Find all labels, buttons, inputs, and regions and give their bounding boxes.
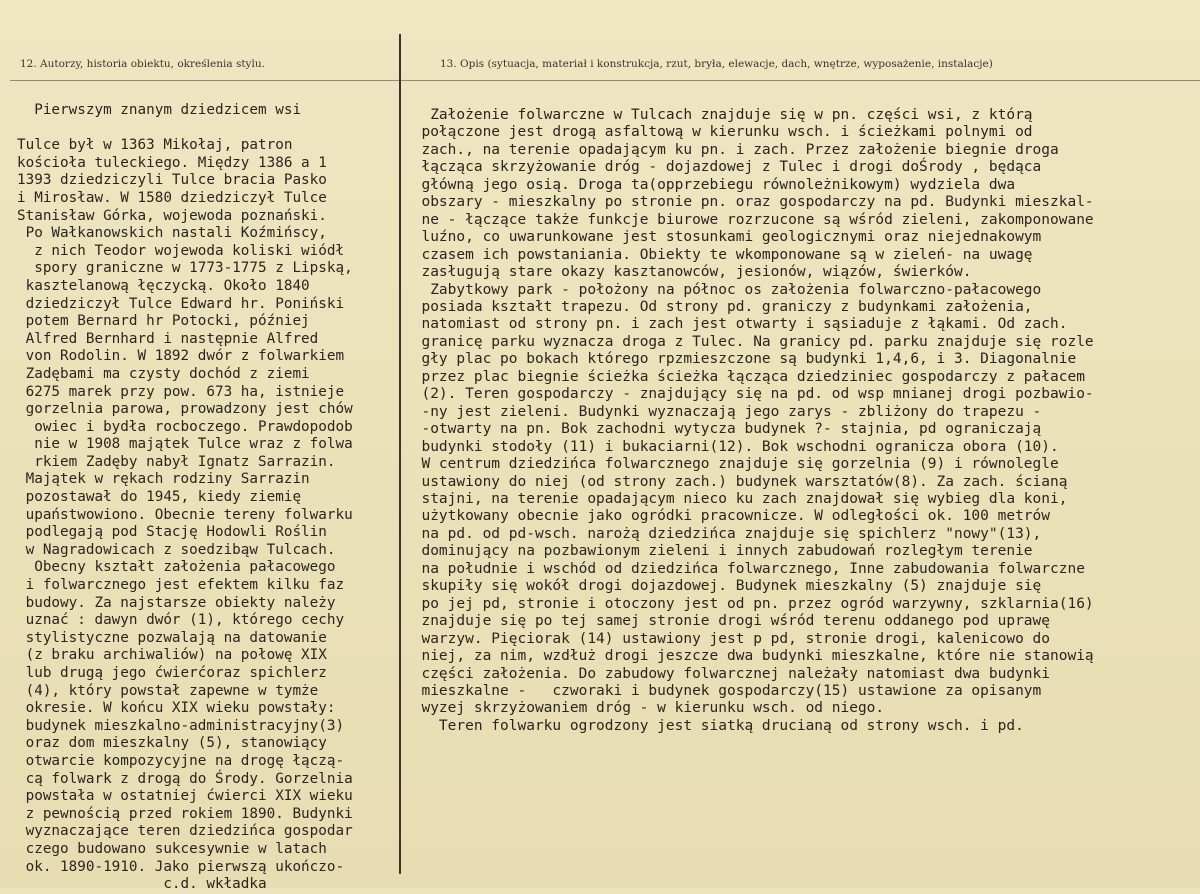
history-text-line: (z braku archiwaliów) na połowę XIX	[17, 647, 327, 664]
history-text-line: oraz dom mieszkalny (5), stanowiący	[17, 735, 327, 752]
description-text-line: zasługują stare okazy kasztanowców, jesionów, wiązów, świerków.	[404, 264, 972, 281]
section-13-header: 13. Opis (sytuacja, materiał i konstrukcja, rzut, bryła, elewacje, dach, wnętrze, wyposażenie, instalacje)	[440, 58, 993, 70]
description-text-line: na południe i wschód od dziedzińca folwarcznego, Inne zabudowania folwarczne	[404, 560, 1085, 577]
history-text-line: uznać : dawyn dwór (1), którego cechy	[17, 612, 345, 629]
description-text-line: -ny jest zieleni. Budynki wyznaczają jego zarys - zbliżony do trapezu -	[404, 403, 1042, 420]
history-text-line: 1393 dziedziczyli Tulce bracia Pasko	[17, 172, 327, 189]
description-text-line: (2). Teren gospodarczy - znajdujący się na pd. od wsp mnianej drogi pozbawio-	[404, 386, 1094, 403]
history-text-line: Zadębami ma czysty dochód z ziemi	[17, 365, 310, 382]
description-text-line: ne - łączące także funkcje biurowe rozrzucone są wśród zieleni, zakomponowane	[404, 211, 1094, 228]
description-text-line: znajduje się po tej samej stronie drogi wśród terenu oddanego pod uprawę	[404, 613, 1051, 630]
description-text-line: główną jego osią. Droga ta(opprzebiegu równoleżnikowym) wydziela dwa	[404, 176, 1016, 193]
description-text-line: niej, za nim, wzdłuż drogi jeszcze dwa budynki mieszkalne, które nie stanowią	[404, 648, 1094, 665]
description-text-line: łącząca skrzyżowanie dróg - dojazdowej z Tulec i drogi doŚrody , będąca	[404, 159, 1042, 176]
history-text-line: Majątek w rękach rodziny Sarrazin	[17, 471, 310, 488]
history-text-line: otwarcie kompozycyjne na drogę łączą-	[17, 752, 345, 769]
history-text-line	[17, 120, 400, 138]
header-rule	[10, 80, 1200, 81]
description-text-line: na pd. od pd-wsch. narożą dziedzińca znajduje się spichlerz "nowy"(13),	[404, 525, 1042, 542]
description-text-line: zach., na terenie opadającym ku pn. i zach. Przez założenie biegnie droga	[404, 141, 1059, 158]
description-text-line: wyzej skrzyżowaniem dróg - w kierunku wsch. od niego.	[404, 700, 885, 717]
description-text-line: gły plac po bokach którego rpzmieszczone są budynki 1,4,6, i 3. Diagonalnie	[404, 351, 1077, 368]
description-text-line: Założenie folwarczne w Tulcach znajduje się w pn. części wsi, z którą	[404, 107, 1033, 123]
history-text-line: w Nagradowicach z soedzibąw Tulcach.	[17, 541, 336, 558]
history-text-line: 6275 marek przy pow. 673 ha, istnieje	[17, 383, 345, 400]
history-text-line: Tulce był w 1363 Mikołaj, patron	[17, 137, 293, 154]
history-text-line: podlegają pod Stację Hodowli Roślin	[17, 524, 327, 541]
description-text-line: luźno, co uwarunkowane jest stosunkami geologicznymi oraz niejednakowym	[404, 229, 1042, 246]
history-text-line: Alfred Bernhard i następnie Alfred	[17, 330, 319, 347]
history-text-line: upaństwowiono. Obecnie tereny folwarku	[17, 506, 353, 523]
history-text-line: owiec i bydła rocboczego. Prawdopodob	[17, 418, 353, 435]
description-text-line: po jej pd, stronie i otoczony jest od pn. przez ogród warzywny, szklarnia(16)	[404, 595, 1094, 612]
description-text-line: -otwarty na pn. Bok zachodni wytycza budynek ?- stajnia, pd ograniczają	[404, 421, 1042, 438]
history-text-line: potem Bernard hr Potocki, później	[17, 313, 310, 330]
history-text-column	[17, 102, 400, 894]
history-text-line: rkiem Zadęby nabył Ignatz Sarrazin.	[17, 453, 336, 470]
section-12-header: 12. Autorzy, historia obiektu, określenia stylu.	[20, 58, 265, 70]
history-text-line: gorzelnia parowa, prowadzony jest chów	[17, 401, 353, 418]
history-text-line: Pierwszym znanym dziedzicem wsi	[17, 102, 302, 118]
description-text-line: stajni, na terenie opadającym nieco ku zach znajdował się wybieg dla koni,	[404, 490, 1068, 507]
history-text-line: Stanisław Górka, wojewoda poznański.	[17, 207, 327, 224]
history-text-line: kościoła tuleckiego. Między 1386 a 1	[17, 154, 327, 171]
history-text-line: budowy. Za najstarsze obiekty należy	[17, 594, 336, 611]
history-text-line: okresie. W końcu XIX wieku powstały:	[17, 700, 336, 717]
description-text-line: W centrum dziedzińca folwarcznego znajduje się gorzelnia (9) i równolegle	[404, 456, 1059, 473]
description-text-line: mieszkalne - czworaki i budynek gospodarczy(15) ustawione za opisanym	[404, 682, 1042, 699]
history-text-line: kasztelanową łęczycką. Około 1840	[17, 277, 310, 294]
description-text-line: posiada kształt trapezu. Od strony pd. graniczy z budynkami założenia,	[404, 298, 1033, 315]
history-text-line: Po Wałkanowskich nastali Koźmińscy,	[17, 225, 327, 242]
history-text-line: pozostawał do 1945, kiedy ziemię	[17, 489, 302, 506]
history-text-line: nie w 1908 majątek Tulce wraz z folwa	[17, 436, 353, 453]
history-text-line: cą folwark z drogą do Środy. Gorzelnia	[17, 770, 353, 787]
description-text-line: budynki stodoły (11) i bukaciarni(12). Bok wschodni ogranicza obora (10).	[404, 438, 1059, 455]
description-text-line: skupiły się wokół drogi dojazdowej. Budynek mieszkalny (5) znajduje się	[404, 578, 1042, 595]
description-text-column	[404, 107, 1200, 735]
description-text-line: połączone jest drogą asfaltową w kierunku wsch. i ścieżkami polnymi od	[404, 124, 1033, 141]
description-text-line: ustawiony do niej (od strony zach.) budynek warsztatów(8). Za zach. ścianą	[404, 473, 1068, 490]
description-text-line: czasem ich powstaniania. Obiekty te wkomponowane są w zieleń- na uwagę	[404, 246, 1033, 263]
history-text-line: z nich Teodor wojewoda koliski wiódł	[17, 242, 345, 259]
description-text-line: przez plac biegnie ścieżka ścieżka łącząca dziedziniec gospodarczy z pałacem	[404, 368, 1085, 385]
history-text-line: dziedziczył Tulce Edward hr. Poniński	[17, 295, 345, 312]
history-text-line: stylistyczne pozwalają na datowanie	[17, 629, 327, 646]
history-text-line: wyznaczające teren dziedzińca gospodar	[17, 823, 353, 840]
history-text-line: powstała w ostatniej ćwierci XIX wieku	[17, 788, 353, 805]
history-text-line: ok. 1890-1910. Jako pierwszą ukończo-	[17, 858, 345, 875]
description-text-line: natomiast od strony pn. i zach jest otwarty i sąsiaduje z łąkami. Od zach.	[404, 316, 1068, 333]
history-text-line: von Rodolin. W 1892 dwór z folwarkiem	[17, 348, 345, 365]
history-text-line: spory graniczne w 1773-1775 z Lipską,	[17, 260, 353, 277]
history-text-line: i Mirosław. W 1580 dziedziczył Tulce	[17, 189, 327, 206]
description-text-line: użytkowany obecnie jako ogródki pracownicze. W odległości ok. 100 metrów	[404, 508, 1051, 525]
history-text-line: i folwarcznego jest efektem kilku faz	[17, 577, 345, 594]
history-text-line: budynek mieszkalno-administracyjny(3)	[17, 717, 345, 734]
history-text-line: c.d. wkładka	[17, 876, 267, 893]
history-text-line: lub drugą jego ćwierćoraz spichlerz	[17, 665, 327, 681]
description-text-line: granicę parku wyznacza droga z Tulec. Na granicy pd. parku znajduje się rozle	[404, 333, 1094, 350]
history-text-line: (4), który powstał zapewne w tymże	[17, 682, 319, 699]
description-text-line: Zabytkowy park - położony na północ os założenia folwarczno-pałacowego	[404, 281, 1042, 298]
description-text-line: części założenia. Do zabudowy folwarcznej należały natomiast dwa budynki	[404, 665, 1051, 682]
description-text-line: Teren folwarku ogrodzony jest siatką drucianą od strony wsch. i pd.	[404, 717, 1024, 734]
description-text-line: warzyw. Pięciorak (14) ustawiony jest p pd, stronie drogi, kalenicowo do	[404, 630, 1051, 647]
description-text-line: obszary - mieszkalny po stronie pn. oraz gospodarczy na pd. Budynki mieszkal-	[404, 194, 1094, 211]
description-text-line: dominujący na pozbawionym zieleni i innych zabudowań rozległym terenie	[404, 543, 1033, 560]
history-text-line: czego budowano sukcesywnie w latach	[17, 840, 327, 857]
history-text-line: Obecny kształt założenia pałacowego	[17, 559, 336, 576]
history-text-line: z pewnością przed rokiem 1890. Budynki	[17, 805, 353, 822]
